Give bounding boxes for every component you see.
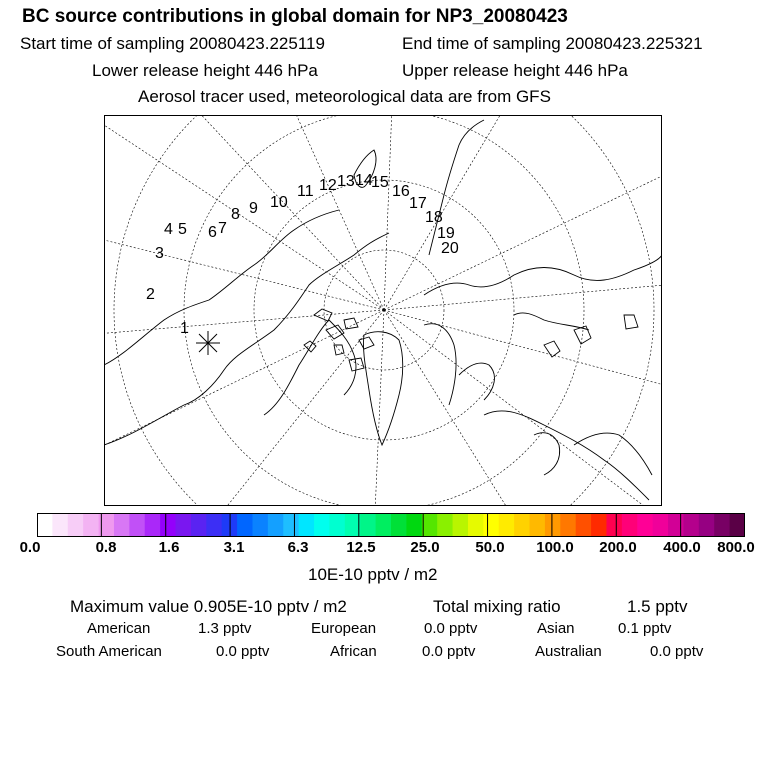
colorbar-cell <box>545 513 561 537</box>
colorbar-tick-4: 6.3 <box>287 539 309 556</box>
australian-label: Australian <box>535 643 602 660</box>
release-point-marker <box>196 331 220 355</box>
traj-label-11: 11 <box>297 183 314 200</box>
colorbar-tick-10: 400.0 <box>663 539 701 556</box>
colorbar-cell <box>622 513 638 537</box>
colorbar-cell <box>668 513 684 537</box>
traj-label-18: 18 <box>425 209 443 226</box>
colorbar-cell <box>329 513 345 537</box>
traj-label-16: 16 <box>392 183 410 200</box>
traj-label-17: 17 <box>409 195 427 212</box>
colorbar-cell <box>653 513 669 537</box>
colorbar-tick-9: 200.0 <box>599 539 637 556</box>
traj-label-14: 14 <box>355 172 373 189</box>
colorbar-tick-11: 800.0 <box>717 539 755 556</box>
colorbar-tick-0: 0.0 <box>19 539 41 556</box>
colorbar-cell <box>637 513 653 537</box>
colorbar-cell <box>560 513 576 537</box>
traj-label-15: 15 <box>371 174 389 191</box>
colorbar-tick-1: 0.8 <box>95 539 117 556</box>
african-label: African <box>330 643 377 660</box>
colorbar-cell <box>391 513 407 537</box>
traj-label-12: 12 <box>319 177 337 194</box>
traj-label-2: 2 <box>146 286 155 303</box>
start-time-label: Start time of sampling 20080423.225119 <box>20 34 325 53</box>
american-value: 1.3 pptv <box>198 620 252 637</box>
colorbar-cell <box>606 513 622 537</box>
colorbar-tick-5: 12.5 <box>346 539 376 556</box>
african-value: 0.0 pptv <box>422 643 476 660</box>
colorbar-cell <box>299 513 315 537</box>
asian-value: 0.1 pptv <box>618 620 672 637</box>
colorbar-cell <box>191 513 207 537</box>
colorbar-cell <box>83 513 99 537</box>
lower-release-label: Lower release height 446 hPa <box>92 61 318 80</box>
colorbar-cell <box>252 513 268 537</box>
colorbar-cell <box>114 513 130 537</box>
colorbar-cell <box>145 513 161 537</box>
traj-label-1: 1 <box>180 320 189 337</box>
colorbar-cell <box>591 513 607 537</box>
colorbar-cell <box>160 513 176 537</box>
traj-label-7: 7 <box>218 220 227 237</box>
colorbar-tick-2: 1.6 <box>158 539 180 556</box>
colorbar-cells <box>37 513 745 537</box>
colorbar-cell <box>68 513 84 537</box>
colorbar-cell <box>268 513 284 537</box>
colorbar-cell <box>530 513 546 537</box>
colorbar-cell <box>483 513 499 537</box>
colorbar-cell <box>699 513 715 537</box>
colorbar-tick-3: 3.1 <box>223 539 245 556</box>
total-mixing-label: Total mixing ratio <box>433 597 561 616</box>
colorbar-tick-7: 50.0 <box>475 539 505 556</box>
colorbar-cell <box>37 513 53 537</box>
end-time-label: End time of sampling 20080423.225321 <box>402 34 703 53</box>
colorbar-cell <box>576 513 592 537</box>
colorbar-cell <box>176 513 192 537</box>
traj-label-3: 3 <box>155 245 164 262</box>
european-label: European <box>311 620 377 637</box>
upper-release-label: Upper release height 446 hPa <box>402 61 628 80</box>
colorbar-unit: 10E-10 pptv / m2 <box>308 565 438 584</box>
max-value-label: Maximum value 0.905E-10 pptv / m2 <box>70 597 347 616</box>
colorbar-cell <box>514 513 530 537</box>
traj-label-10: 10 <box>270 194 288 211</box>
colorbar-cell <box>453 513 469 537</box>
colorbar-cell <box>406 513 422 537</box>
south-american-value: 0.0 pptv <box>216 643 270 660</box>
american-label: American <box>87 620 151 637</box>
australian-value: 0.0 pptv <box>650 643 704 660</box>
polar-map <box>104 115 662 506</box>
plot-title: BC source contributions in global domain for NP3_20080423 <box>22 6 568 27</box>
colorbar-cell <box>360 513 376 537</box>
total-mixing-value: 1.5 pptv <box>627 597 688 616</box>
colorbar-cell <box>314 513 330 537</box>
colorbar-cell <box>714 513 730 537</box>
colorbar-cell <box>422 513 438 537</box>
colorbar-cell <box>437 513 453 537</box>
colorbar-cell <box>129 513 145 537</box>
asian-label: Asian <box>537 620 575 637</box>
colorbar-cell <box>468 513 484 537</box>
traj-label-5: 5 <box>178 221 187 238</box>
colorbar-cell <box>730 513 745 537</box>
colorbar-cell <box>683 513 699 537</box>
traj-label-4: 4 <box>164 221 173 238</box>
traj-label-19: 19 <box>437 225 455 242</box>
colorbar-cell <box>283 513 299 537</box>
traj-label-6: 6 <box>208 224 217 241</box>
traj-label-9: 9 <box>249 200 258 217</box>
traj-label-20: 20 <box>441 240 459 257</box>
colorbar-cell <box>237 513 253 537</box>
tracer-label: Aerosol tracer used, meteorological data are from GFS <box>138 87 551 106</box>
colorbar <box>37 513 745 537</box>
colorbar-tick-6: 25.0 <box>410 539 440 556</box>
colorbar-tick-8: 100.0 <box>536 539 574 556</box>
south-american-label: South American <box>56 643 162 660</box>
colorbar-cell <box>206 513 222 537</box>
colorbar-cell <box>499 513 515 537</box>
traj-label-13: 13 <box>337 173 355 190</box>
colorbar-cell <box>52 513 68 537</box>
colorbar-cell <box>376 513 392 537</box>
european-value: 0.0 pptv <box>424 620 478 637</box>
traj-label-8: 8 <box>231 206 240 223</box>
